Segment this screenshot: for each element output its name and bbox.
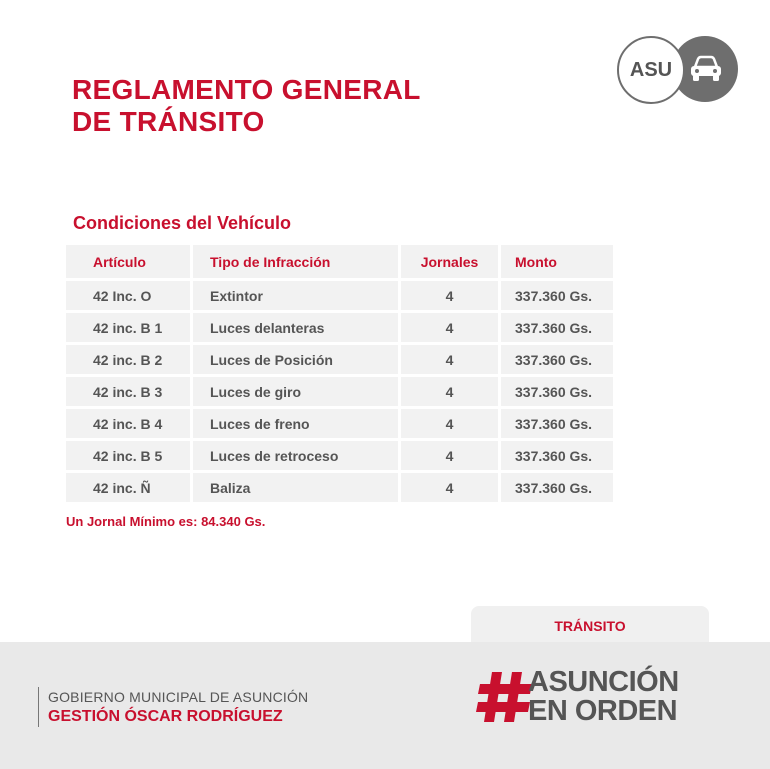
tab-transito [471,606,709,646]
gov-line-2: GESTIÓN ÓSCAR RODRÍGUEZ [48,708,283,725]
gov-line-1: GOBIERNO MUNICIPAL DE ASUNCIÓN [48,689,309,705]
cell-jornales: 4 [401,281,498,310]
cell-monto: 337.360 Gs. [501,281,613,310]
header-tipo: Tipo de Infracción [193,245,398,278]
cell-jornales: 4 [401,473,498,502]
logo-text: ASU [629,58,673,81]
title-line-1: REGLAMENTO GENERAL [72,74,421,105]
cell-monto: 337.360 Gs. [501,345,613,374]
cell-articulo: 42 inc. B 4 [66,409,190,438]
cell-tipo: Luces de Posición [193,345,398,374]
brand-logo [528,668,679,726]
cell-tipo: Luces delanteras [193,313,398,342]
government-label [38,687,308,727]
car-icon [689,55,723,83]
title-line-2: DE TRÁNSITO [72,106,265,137]
table-row [66,409,613,438]
cell-tipo: Luces de freno [193,409,398,438]
page-title [72,74,421,138]
cell-articulo: 42 inc. Ñ [66,473,190,502]
table-row [66,281,613,310]
infractions-table [63,242,616,505]
cell-monto: 337.360 Gs. [501,409,613,438]
cell-monto: 337.360 Gs. [501,473,613,502]
cell-jornales: 4 [401,377,498,406]
tab-transito-label: TRÁNSITO [554,618,626,634]
table-row [66,313,613,342]
brand-line-1: ASUNCIÓN [528,666,679,698]
logo-circle-light [617,36,685,104]
footer [0,642,770,769]
cell-jornales: 4 [401,345,498,374]
cell-jornales: 4 [401,441,498,470]
header-jornales: Jornales [401,245,498,278]
cell-tipo: Extintor [193,281,398,310]
asu-logo [617,36,739,104]
cell-articulo: 42 inc. B 2 [66,345,190,374]
table-header-row [66,245,613,278]
jornal-minimo-note: Un Jornal Mínimo es: 84.340 Gs. [66,514,266,529]
section-title: Condiciones del Vehículo [73,213,292,233]
table-row [66,377,613,406]
cell-monto: 337.360 Gs. [501,441,613,470]
cell-monto: 337.360 Gs. [501,313,613,342]
cell-monto: 337.360 Gs. [501,377,613,406]
cell-articulo: 42 inc. B 5 [66,441,190,470]
table-row [66,473,613,502]
cell-tipo: Luces de retroceso [193,441,398,470]
cell-tipo: Baliza [193,473,398,502]
cell-articulo: 42 inc. B 3 [66,377,190,406]
cell-jornales: 4 [401,409,498,438]
header-articulo: Artículo [66,245,190,278]
cell-jornales: 4 [401,313,498,342]
header-monto: Monto [501,245,613,278]
table-row [66,441,613,470]
cell-tipo: Luces de giro [193,377,398,406]
table-row [66,345,613,374]
cell-articulo: 42 Inc. O [66,281,190,310]
cell-articulo: 42 inc. B 1 [66,313,190,342]
hashtag-icon [476,670,536,724]
brand-line-2: EN ORDEN [528,695,678,727]
